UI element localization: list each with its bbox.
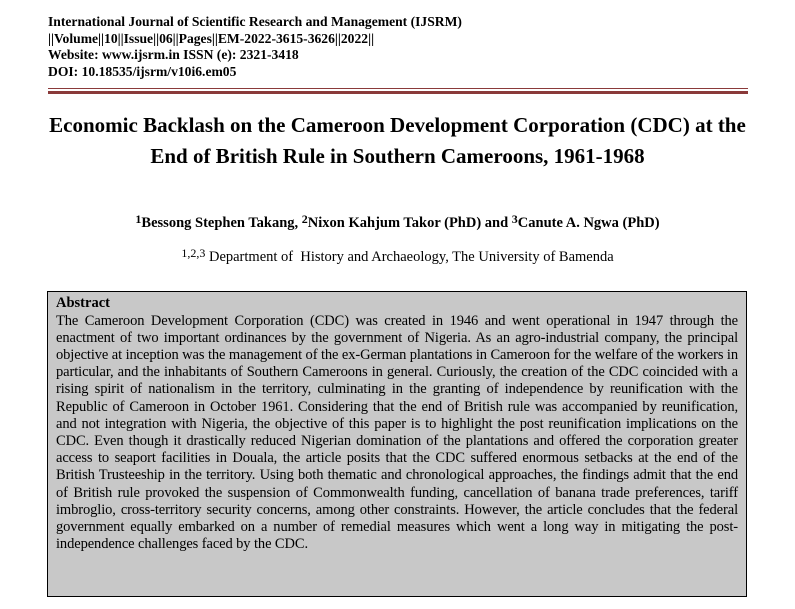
- abstract-heading: Abstract: [56, 295, 110, 311]
- affiliation: [40, 246, 755, 268]
- author-list: [40, 212, 755, 234]
- author-3-name: Canute A. Ngwa (PhD): [517, 215, 660, 231]
- author-1-name: Bessong Stephen Takang,: [141, 215, 302, 231]
- author-1-affiliation-mark: 1: [135, 212, 142, 226]
- abstract-body: The Cameroon Development Corporation (CDC) was created in 1946 and went operational in 1947 through the enactment of two important ordinances by the government of Nigeria. As an agro-industrial company, the principal objective at inception was the management of the ex-German plantations in Cameroon for the welfare of the workers in particular, and the inhabitants of Southern Cameroons in general. Curiously, the creation of the CDC coincided with a rising spirit of nationalism in the territory, culminating in the granting of independence by reunification with the Republic of Cameroon in October 1961. Considering that the end of British rule was accompanied by reunification, and not integration with Nigeria, the objective of this paper is to highlight the post reunification implications on the CDC. Even though it drastically reduced Nigerian domination of the plantations and offered the corporation greater access to seaport facilities in Douala, the article posits that the CDC suffered enormous setbacks at the end of the British Trusteeship in the territory. Using both thematic and chronological approaches, the findings admit that the end of British rule provoked the suspension of Commonwealth funding, cancellation of banana trade preferences, tariff imbroglio, cross-territory security concerns, among other constraints. However, the article concludes that the federal government equally embarked on a number of remedial measures which went a long way in mitigating the post-independence challenges faced by the CDC.: [56, 312, 738, 553]
- journal-name: International Journal of Scientific Research and Management (IJSRM): [48, 14, 462, 29]
- article-title: Economic Backlash on the Cameroon Development Corporation (CDC) at the End of British Rule in Southern Cameroons, 1961-1968: [49, 113, 746, 168]
- author-2-name: Nixon Kahjum Takor (PhD) and: [307, 215, 512, 231]
- doi-line: DOI: 10.18535/ijsrm/v10i6.em05: [48, 63, 237, 79]
- volume-issue-line: ||Volume||10||Issue||06||Pages||EM-2022-3615-3626||2022||: [48, 30, 375, 46]
- abstract-box: [47, 291, 747, 597]
- header-divider-thin: [48, 88, 748, 89]
- affiliation-text: Department of History and Archaeology, The University of Bamenda: [205, 249, 614, 265]
- affiliation-mark: 1,2,3: [181, 246, 206, 260]
- website-issn-line: Website: www.ijsrm.in ISSN (e): 2321-3418: [48, 47, 299, 63]
- journal-header: [48, 14, 748, 80]
- author-2-affiliation-mark: 2: [301, 212, 308, 226]
- author-3-affiliation-mark: 3: [511, 212, 518, 226]
- header-divider-thick: [48, 91, 748, 94]
